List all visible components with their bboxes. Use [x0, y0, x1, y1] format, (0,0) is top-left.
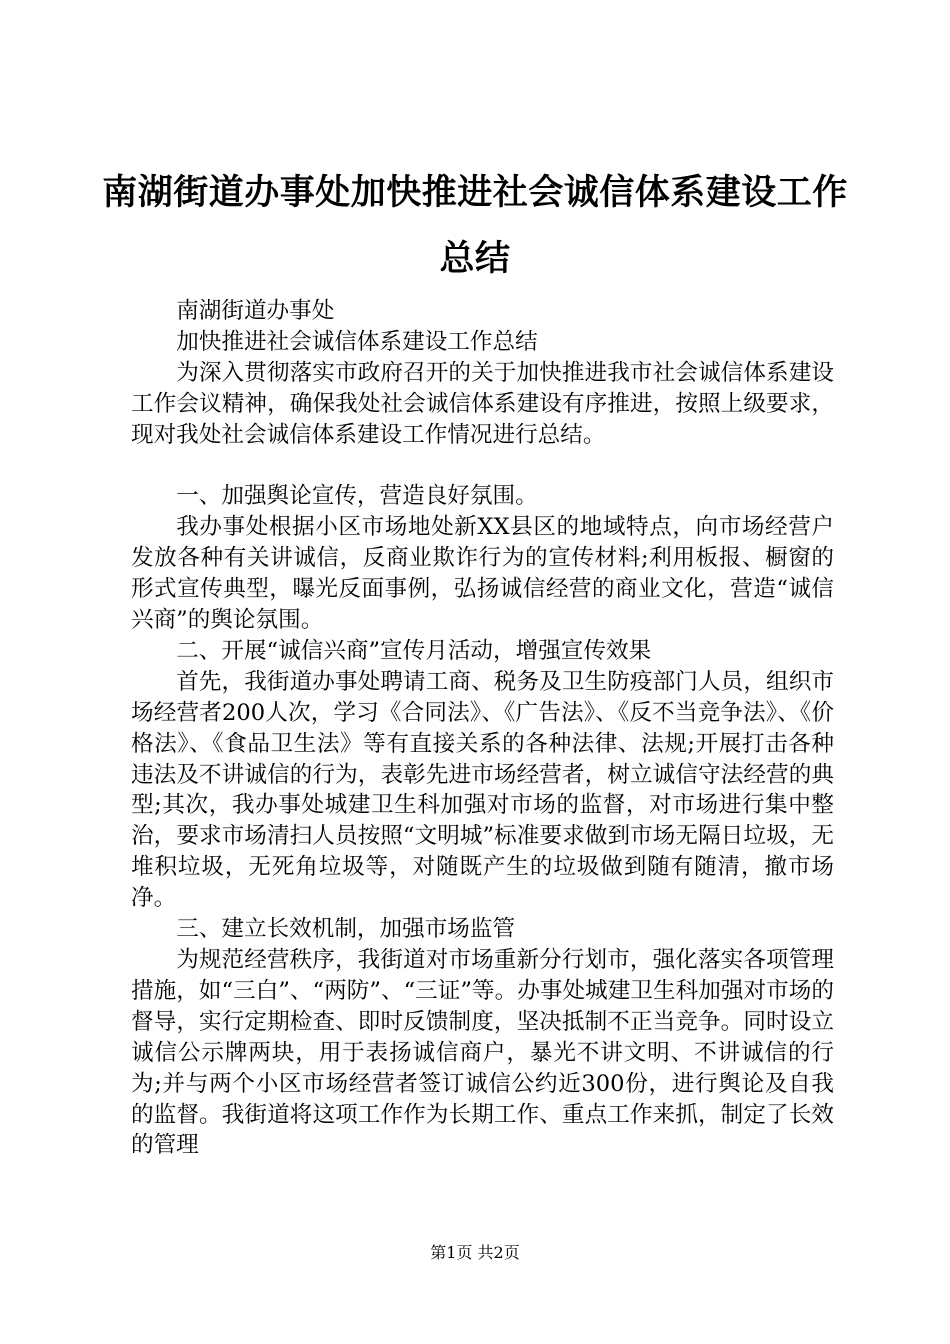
paragraph-section-3: 为规范经营秩序，我街道对市场重新分行划市，强化落实各项管理措施，如“三白”、“两防”、“三证”等。办事处城建卫生科加强对市场的督导，实行定期检查、即时反馈制度，坚决抵制不正当竞争。同时设立诚信公示牌两块，用于表扬诚信商户，暴光不讲文明、不讲诚信的行为;并与两个小区市场经营者签订诚信公约近300份，进行舆论及自我的监督。我街道将这项工作作为长期工作、重点工作来抓，制定了长效的管理 — [131, 947, 834, 1159]
paragraph-section-2: 首先，我街道办事处聘请工商、税务及卫生防疫部门人员，组织市场经营者200人次，学习《合同法》、《广告法》、《反不当竞争法》、《价格法》、《食品卫生法》等有直接关系的各种法律、法规;开展打击各种违法及不讲诚信的行为，表彰先进市场经营者，树立诚信守法经营的典型;其次，我办事处城建卫生科加强对市场的监督，对市场进行集中整治，要求市场清扫人员按照“文明城”标准要求做到市场无隔日垃圾，无堆积垃圾，无死角垃圾等，对随既产生的垃圾做到随有随清，撤市场净。 — [131, 668, 834, 912]
paragraph-subtitle: 加快推进社会诚信体系建设工作总结 — [176, 328, 538, 355]
document-body — [131, 296, 834, 1161]
paragraph-intro: 为深入贯彻落实市政府召开的关于加快推进我市社会诚信体系建设工作会议精神，确保我处社会诚信体系建设有序推进，按照上级要求，现对我处社会诚信体系建设工作情况进行总结。 — [131, 359, 834, 448]
page-footer: 第1页 共2页 — [430, 1243, 520, 1262]
section-heading-3: 三、建立长效机制，加强市场监管 — [176, 916, 516, 943]
section-heading-2: 二、开展“诚信兴商”宣传月活动，增强宣传效果 — [176, 637, 652, 664]
paragraph-issuer: 南湖街道办事处 — [176, 298, 335, 324]
section-heading-1: 一、加强舆论宣传，营造良好氛围。 — [176, 483, 538, 510]
paragraph-section-1: 我办事处根据小区市场地处新XX县区的地域特点，向市场经营户发放各种有关讲诚信，反商业欺诈行为的宣传材料;利用板报、橱窗的形式宣传典型，曝光反面事例，弘扬诚信经营的商业文化，营造“诚信兴商”的舆论氛围。 — [131, 514, 834, 634]
document-title: 南湖街道办事处加快推进社会诚信体系建设工作总结 — [102, 173, 848, 279]
